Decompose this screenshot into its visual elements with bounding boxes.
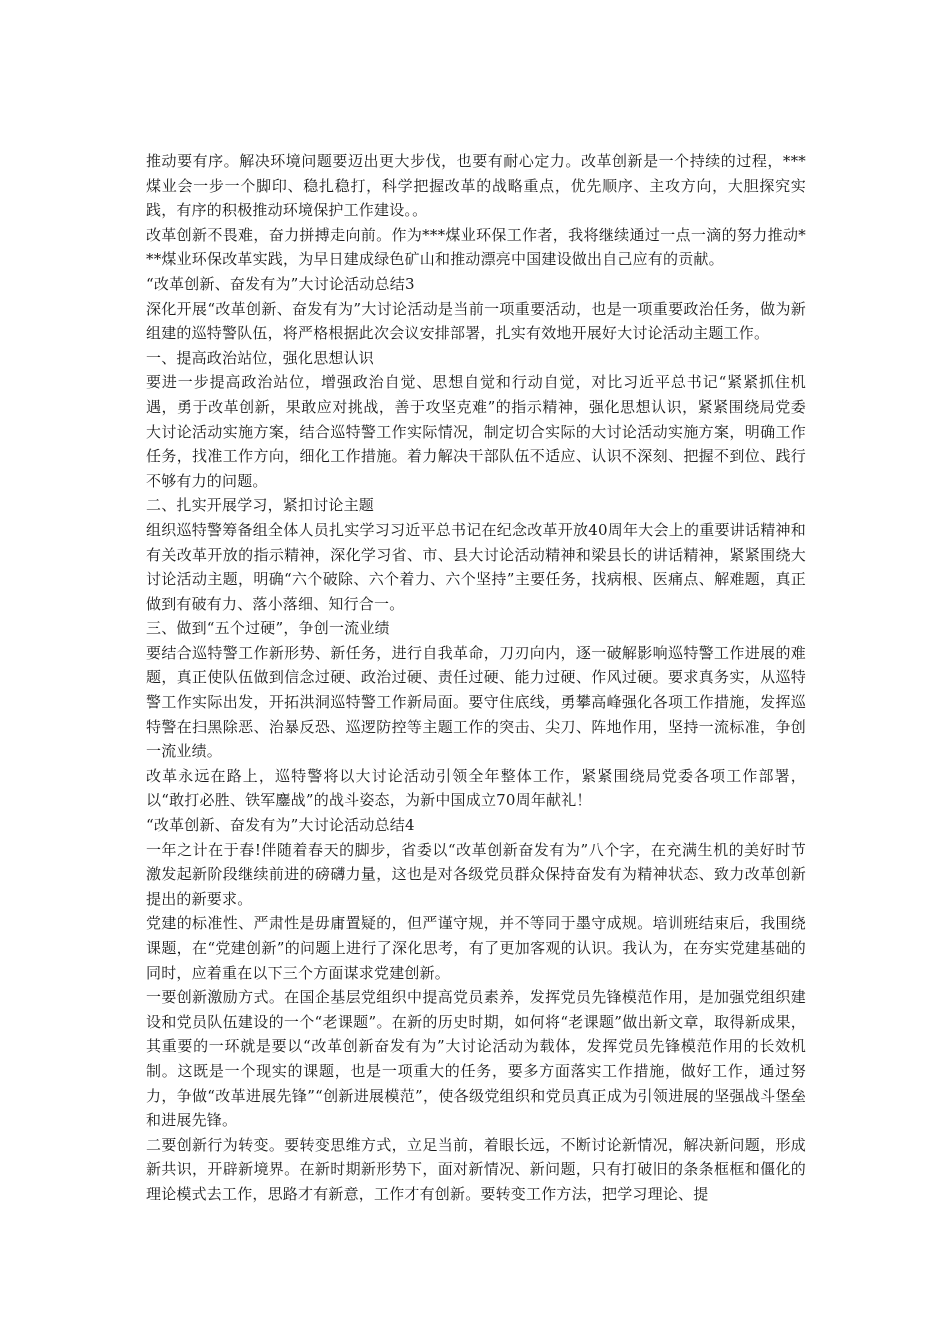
paragraph-11: 二要创新行为转变。要转变思维方式，立足当前，着眼长远，不断讨论新情况，解决新问题，形成新共识，开辟新境界。在新时期新形势下，面对新情况、新问题，只有打破旧的条条框框和僵化的理论模式去工作，思路才有新意，工作才有创新。要转变工作方法，把学习理论、提: [146, 1135, 806, 1203]
paragraph-3: 深化开展“改革创新、奋发有为”大讨论活动是当前一项重要活动，也是一项重要政治任务，做为新组建的巡特警队伍，将严格根据此次会议安排部署，扎实有效地开展好大讨论活动主题工作。: [146, 299, 806, 343]
paragraph-4: 要进一步提高政治站位，增强政治自觉、思想自觉和行动自觉，对比习近平总书记“紧紧抓住机遇，勇于改革创新，果敢应对挑战，善于攻坚克难”的指示精神，强化思想认识，紧紧围绕局党委大讨论活动实施方案，结合巡特警工作实际情况，制定切合实际的大讨论活动实施方案，明确工作任务，找准工作方向，细化工作措施。着力解决干部队伍不适应、认识不深刻、把握不到位、践行不够有力的问题。: [146, 373, 806, 490]
paragraph-10: 一要创新激励方式。在国企基层党组织中提高党员素养，发挥党员先锋模范作用，是加强党组织建设和党员队伍建设的一个“老课题”。在新的历史时期，如何将“老课题”做出新文章，取得新成果，其重要的一环就是要以“改革创新奋发有为”大讨论活动为载体，发挥党员先锋模范作用的长效机制。这既是一个现实的课题，也是一项重大的任务，要多方面落实工作措施，做好工作，通过努力，争做“改革进展先锋”“创新进展模范”，使各级党组织和党员真正成为引领进展的坚强战斗堡垒和进展先锋。: [146, 988, 806, 1130]
paragraph-2: 改革创新不畏难，奋力拼搏走向前。作为***煤业环保工作者，我将继续通过一点一滴的努力推动***煤业环保改革实践，为早日建成绿色矿山和推动漂亮中国建设做出自己应有的贡献。: [146, 225, 806, 269]
document-body: [146, 149, 806, 1207]
paragraph-5: 组织巡特警筹备组全体人员扎实学习习近平总书记在纪念改革开放40周年大会上的重要讲话精神和有关改革开放的指示精神，深化学习省、市、县大讨论活动精神和梁县长的讲话精神，紧紧围绕大讨论活动主题，明确“六个破除、六个着力、六个坚持”主要任务，找病根、医痛点、解难题，真正做到有破有力、落小落细、知行合一。: [146, 520, 806, 613]
paragraph-6: 要结合巡特警工作新形势、新任务，进行自我革命，刀刃向内，逐一破解影响巡特警工作进展的难题，真正使队伍做到信念过硬、政治过硬、责任过硬、能力过硬、作风过硬。要求真务实，从巡特警工作实际出发，开拓洪洞巡特警工作新局面。要守住底线，勇攀高峰强化各项工作措施，发挥巡特警在扫黑除恶、治暴反恐、巡逻防控等主题工作的突击、尖刀、阵地作用，坚持一流标准，争创一流业绩。: [146, 643, 806, 761]
heading-2: 二、扎实开展学习，紧扣讨论主题: [146, 496, 375, 515]
heading-3: 三、做到“五个过硬”，争创一流业绩: [146, 619, 390, 638]
heading-1: 一、提高政治站位，强化思想认识: [146, 348, 375, 367]
section-title-4: “改革创新、奋发有为”大讨论活动总结4: [146, 816, 415, 835]
paragraph-8: 一年之计在于春!伴随着春天的脚步，省委以“改革创新奋发有为”八个字，在充满生机的美好时节激发起新阶段继续前进的磅礴力量，这也是对各级党员群众保持奋发有为精神状态、致力改革创新提出的新要求。: [146, 840, 806, 908]
paragraph-9: 党建的标准性、严肃性是毋庸置疑的，但严谨守规，并不等同于墨守成规。培训班结束后，我围绕课题，在“党建创新”的问题上进行了深化思考，有了更加客观的认识。我认为，在夯实党建基础的同时，应着重在以下三个方面谋求党建创新。: [146, 914, 806, 982]
paragraph-7: 改革永远在路上，巡特警将以大讨论活动引领全年整体工作，紧紧围绕局党委各项工作部署，以“敢打必胜、铁军鏖战”的战斗姿态，为新中国成立70周年献礼！: [146, 766, 806, 810]
paragraph-1: 推动要有序。解决环境问题要迈出更大步伐，也要有耐心定力。改革创新是一个持续的过程，***煤业会一步一个脚印、稳扎稳打，科学把握改革的战略重点，优先顺序、主攻方向，大胆探究实践，有序的积极推动环境保护工作建设。。: [146, 152, 806, 220]
section-title-3: “改革创新、奋发有为”大讨论活动总结3: [146, 274, 415, 293]
